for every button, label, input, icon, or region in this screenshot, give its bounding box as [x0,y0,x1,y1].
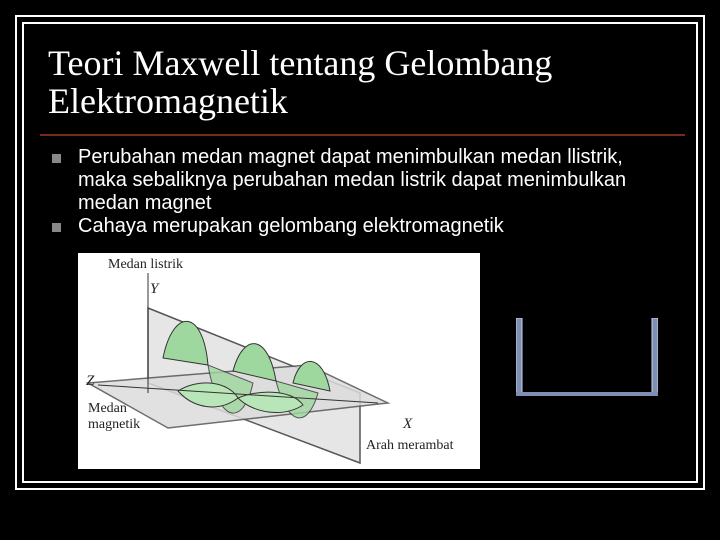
bracket-svg [516,318,658,396]
label-electric-field: Medan listrik [108,257,184,272]
label-x-axis: X [403,416,413,432]
label-z-axis: Z [86,373,95,389]
bracket-shape [516,318,658,396]
label-propagation-direction: Arah merambat [366,438,454,453]
bullet-item [52,215,672,238]
em-wave-figure [78,253,480,469]
square-bullet-icon [52,223,61,232]
label-magnetic-field-2: magnetik [88,417,141,432]
title-line-1: Teori Maxwell tentang Gelombang [48,43,553,83]
bullet-text: Perubahan medan magnet dapat menimbulkan medan llistrik, maka sebaliknya perubahan medan listrik dapat menimbulkan medan magnet [78,146,627,214]
bracket-bottom-bar [516,392,658,396]
bracket-right-bar [652,318,658,396]
slide-title [48,44,688,120]
label-magnetic-field-1: Medan [88,401,127,416]
square-bullet-icon [52,154,61,163]
bullet-item [52,146,672,215]
title-divider [40,134,685,136]
title-line-2: Elektromagnetik [48,81,288,121]
label-y-axis: Y [150,281,159,297]
bullet-list [52,146,672,238]
bullet-text: Cahaya merupakan gelombang elektromagnetik [78,215,504,237]
em-wave-diagram [78,253,480,469]
bracket-left-bar [516,318,522,396]
